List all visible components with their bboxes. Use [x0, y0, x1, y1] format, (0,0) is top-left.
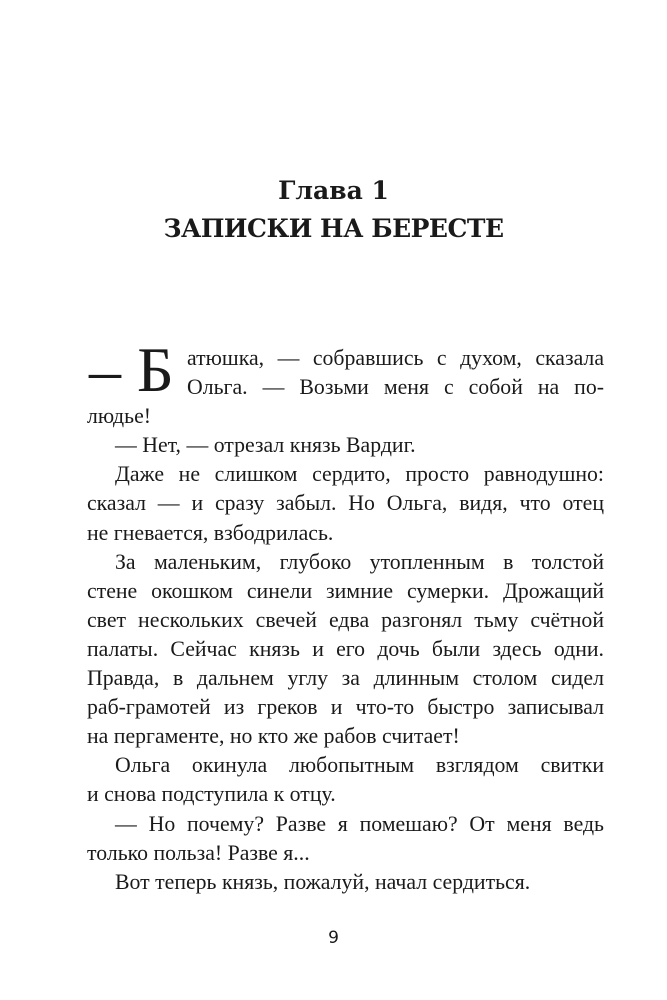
text-line: — Но почему? Разве я помешаю? От меня ведь	[115, 811, 604, 836]
text-line: свет нескольких свечей едва разгонял тьму счётной	[87, 607, 604, 632]
text-line: раб-грамотей из греков и что-то быстро записывал	[87, 695, 604, 720]
page-number: 9	[328, 928, 339, 948]
text-line: атюшка, — собравшись с духом, сказала	[187, 346, 604, 370]
text-line: Ольга. — Возьми меня с собой на по-	[187, 375, 604, 400]
text-line: только польза! Разве я...	[87, 840, 310, 865]
text-line: Ольга окинула любопытным взглядом свитки	[115, 753, 604, 778]
drop-cap: – Б	[89, 334, 174, 405]
text-line: не гневается, взбодрилась.	[87, 520, 334, 545]
text-line: и снова подступила к отцу.	[87, 782, 336, 807]
text-line: За маленьким, глубоко утопленным в толстой	[115, 549, 604, 574]
chapter-number: Глава 1	[278, 176, 389, 205]
body-text	[87, 334, 604, 897]
chapter-title: ЗАПИСКИ НА БЕРЕСТЕ	[163, 214, 504, 243]
text-line: Вот теперь князь, пожалуй, начал сердиться.	[115, 869, 531, 894]
text-line: стене окошком синели зимние сумерки. Дрожащий	[87, 578, 604, 603]
text-line: сказал — и сразу забыл. Но Ольга, видя, что отец	[87, 491, 604, 516]
text-line: Даже не слишком сердито, просто равнодушно:	[115, 462, 604, 487]
text-line: палаты. Сейчас князь и его дочь были здесь одни.	[87, 636, 604, 661]
text-line: людье!	[87, 404, 152, 429]
text-line: на пергаменте, но кто же рабов считает!	[87, 724, 460, 749]
text-line: — Нет, — отрезал князь Вардиг.	[115, 433, 416, 458]
text-line: Правда, в дальнем углу за длинным столом сидел	[87, 666, 604, 691]
